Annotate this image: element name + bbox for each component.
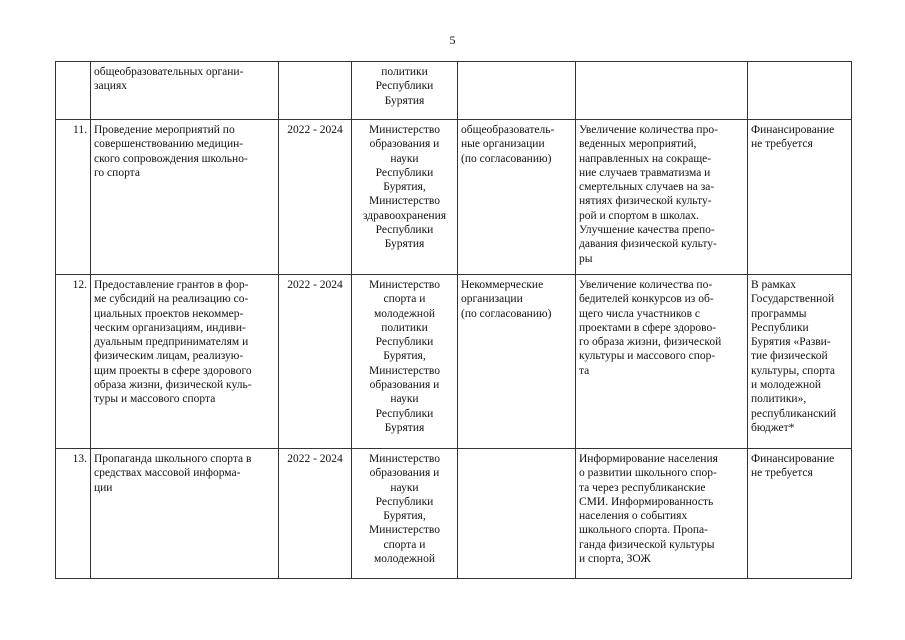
event-cell-line: циальных проектов некоммер- [94,307,244,320]
result-cell-line: та [579,364,590,377]
executor-cell-line: спорта и [383,538,426,551]
result-cell-line: школьного спорта. Пропа- [579,524,708,537]
financing-cell-line: Финансирование [751,453,835,465]
financing-cell-line: бюджет* [751,421,795,434]
executor-cell-line: Республики [375,224,434,237]
event-cell-line: общеобразовательных органи- [94,66,244,78]
executor-cell-line: Министерство [369,279,440,291]
result-cell [576,62,748,120]
financing-cell-line: политики», [751,393,807,406]
result-cell-line: ние случаев травматизма и [579,166,711,179]
event-cell-line: го спорта [94,166,140,179]
event-cell [91,120,279,275]
event-cell-line: туры и массового спорта [94,393,216,406]
partner-cell [458,449,576,579]
page-number: 5 [449,33,456,47]
executor-cell-line: образования и [369,467,440,480]
result-cell [576,449,748,579]
partner-cell [458,120,576,275]
row-number-cell: 11. [56,120,91,275]
event-cell-line: ме субсидий на реализацию со- [94,293,249,306]
event-cell-line: средствах массовой информа- [94,467,241,480]
financing-cell [748,120,852,275]
result-cell-line: Увеличение количества по- [579,279,713,291]
executor-cell-line: Республики [375,495,434,508]
result-cell-line: бедителей конкурсов из об- [579,293,714,306]
executor-cell-line: молодежной [374,553,435,566]
event-cell-line: физическим лицам, реализую- [94,350,244,363]
financing-cell [748,449,852,579]
executor-cell-line: Бурятия, [383,350,426,363]
result-cell-line: рой и спортом в школах. [579,209,699,222]
partner-cell [458,62,576,120]
executor-cell-line: Республики [375,166,434,179]
result-cell-line: го образа жизни, физической [579,336,722,349]
executor-cell-line: науки [390,393,419,406]
event-cell-line: ческим организациям, индиви- [94,321,246,334]
financing-cell-line: Республики [751,321,809,334]
result-cell-line: щего числа участников с [579,307,701,320]
event-cell-line: дуальным предпринимателям и [94,336,249,349]
row-number-cell: 12. [56,275,91,449]
financing-cell-line: программы [751,307,807,320]
event-cell [91,449,279,579]
result-cell-line: населения о событиях [579,510,688,523]
executor-cell-line: спорта и [383,293,426,306]
action-plan-table [55,61,852,579]
financing-cell [748,62,852,120]
executor-cell [352,449,458,579]
result-cell-line: веденных мероприятий, [579,138,697,151]
partner-cell [458,275,576,449]
executor-cell-line: науки [390,481,419,494]
partner-cell-line: организации [461,293,523,306]
table-row [56,275,852,449]
executor-cell-line: образования и [369,379,440,392]
result-cell [576,120,748,275]
executor-cell-line: политики [381,321,428,334]
financing-cell-line: культуры, спорта [751,364,835,377]
event-cell-line: совершенствованию медицин- [94,138,244,151]
executor-cell [352,120,458,275]
table-row [56,120,852,275]
financing-cell-line: не требуется [751,467,813,480]
result-cell-line: и спорта, ЗОЖ [579,553,651,566]
result-cell-line: нятиях физической культу- [579,195,712,208]
executor-cell-line: Министерство [369,364,440,377]
period-cell [279,62,352,120]
period-cell: 2022 - 2024 [279,449,352,579]
partner-cell-line: (по согласованию) [461,152,552,165]
executor-cell-line: Министерство [369,195,440,208]
event-cell-line: зациях [94,80,127,93]
event-cell-line: Предоставление грантов в фор- [94,279,249,291]
partner-cell-line: Некоммерческие [461,279,544,291]
partner-cell-line: ные организации [461,138,545,151]
result-cell-line: СМИ. Информированность [579,495,714,508]
period-cell: 2022 - 2024 [279,120,352,275]
financing-cell-line: и молодежной [751,379,822,392]
executor-cell-line: Бурятия [384,238,425,251]
executor-cell-line: Республики [375,407,434,420]
executor-cell [352,275,458,449]
financing-cell-line: Бурятия «Разви- [751,336,831,349]
result-cell-line: та через республиканские [579,481,706,494]
row-number-cell [56,62,91,120]
executor-cell-line: Бурятия [384,94,425,107]
executor-cell-line: Министерство [369,124,440,136]
result-cell-line: культуры и массового спор- [579,350,716,363]
executor-cell-line: науки [390,152,419,165]
executor-cell-line: Министерство [369,453,440,465]
executor-cell-line: Министерство [369,524,440,537]
executor-cell-line: Республики [375,336,434,349]
event-cell-line: Пропаганда школьного спорта в [94,453,252,465]
executor-cell-line: образования и [369,138,440,151]
financing-cell-line: тие физической [751,350,828,363]
executor-cell-line: Республики [375,80,434,93]
table-row [56,62,852,120]
row-number-cell: 13. [56,449,91,579]
result-cell-line: давания физической культу- [579,238,717,251]
event-cell-line: Проведение мероприятий по [94,124,235,136]
executor-cell-line: Бурятия, [383,510,426,523]
financing-cell-line: В рамках [751,279,796,291]
period-cell: 2022 - 2024 [279,275,352,449]
executor-cell-line: молодежной [374,307,435,320]
event-cell-line: ции [94,481,113,494]
executor-cell-line: Бурятия [384,421,425,434]
financing-cell-line: не требуется [751,138,813,151]
event-cell-line: ского сопровождения школьно- [94,152,248,165]
executor-cell [352,62,458,120]
result-cell-line: Информирование населения [579,453,718,465]
result-cell [576,275,748,449]
financing-cell-line: Государственной [751,293,835,306]
result-cell-line: проектами в сфере здорово- [579,321,717,334]
event-cell [91,62,279,120]
financing-cell-line: Финансирование [751,124,835,136]
financing-cell-line: республиканский [751,407,837,420]
event-cell-line: образа жизни, физической куль- [94,379,252,392]
result-cell-line: о развитии школьного спор- [579,467,717,480]
executor-cell-line: Бурятия, [383,181,426,194]
result-cell-line: направленных на сокраще- [579,152,712,165]
event-cell-line: щим проекты в сфере здорового [94,364,252,377]
result-cell-line: Улучшение качества препо- [579,224,715,237]
executor-cell-line: здравоохранения [362,209,447,222]
result-cell-line: ганда физической культуры [579,538,715,551]
executor-cell-line: политики [381,66,428,78]
result-cell-line: ры [579,252,593,265]
partner-cell-line: (по согласованию) [461,307,552,320]
table-row [56,449,852,579]
result-cell-line: Увеличение количества про- [579,124,718,136]
result-cell-line: смертельных случаев на за- [579,181,715,194]
event-cell [91,275,279,449]
partner-cell-line: общеобразователь- [461,124,555,136]
financing-cell [748,275,852,449]
